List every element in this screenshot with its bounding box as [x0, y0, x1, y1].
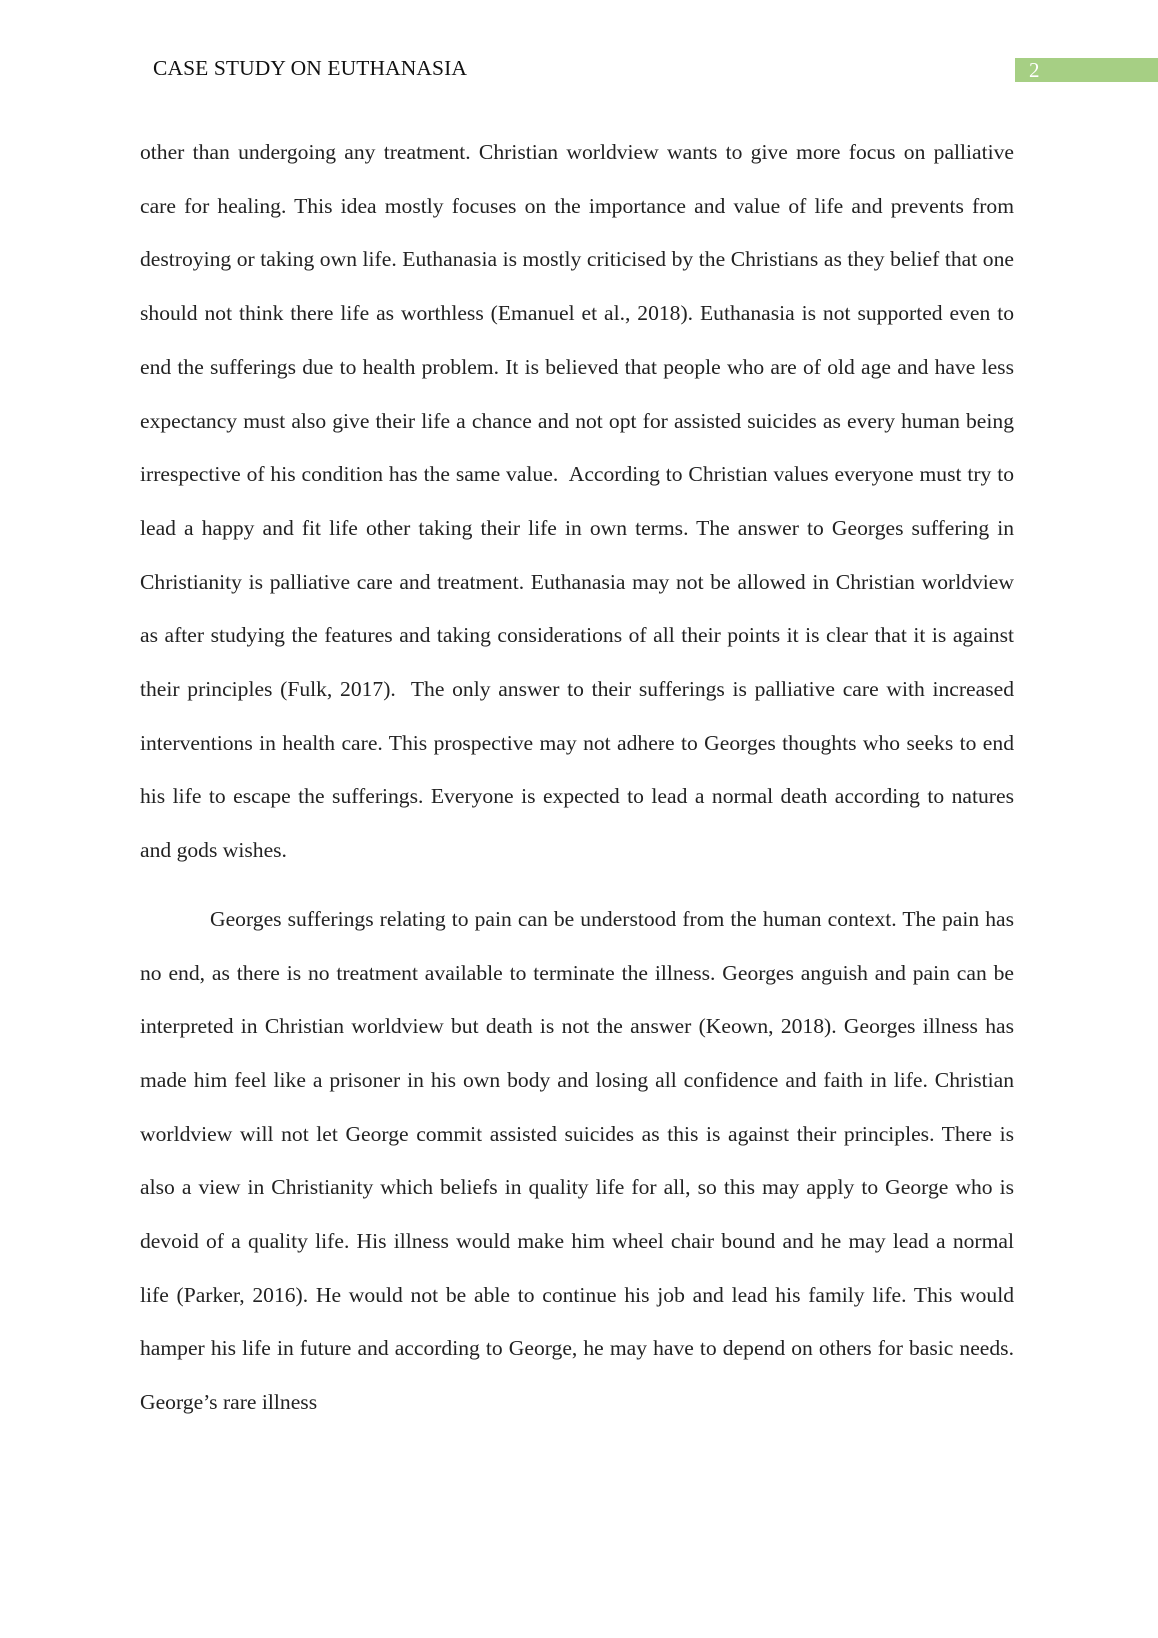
body-paragraph: Georges sufferings relating to pain can be understood from the human context. The pain has no end, as there is no treatment available to terminate the illness. Georges anguish and pain can be interpreted in Christian worldview but death is not the answer (Keown, 2018). Georges illness has made him feel like a prisoner in his own body and losing all confidence and faith in life. Christian worldview will not let George commit assisted suicides as this is against their principles. There is also a view in Christianity which beliefs in quality life for all, so this may apply to George who is devoid of a quality life. His illness would make him wheel chair bound and he may lead a normal life (Parker, 2016). He would not be able to continue his job and lead his family life. This would hamper his life in future and according to George, he may have to depend on others for basic needs. George’s rare illness — [140, 906, 1014, 1415]
page-number: 2 — [1029, 58, 1040, 82]
page-number-badge — [1015, 58, 1158, 82]
document-body — [140, 126, 1014, 1430]
running-header-title: CASE STUDY ON EUTHANASIA — [153, 56, 467, 80]
body-paragraph: other than undergoing any treatment. Christian worldview wants to give more focus on palliative care for healing. This idea mostly focuses on the importance and value of life and prevents from destroying or taking own life. Euthanasia is mostly criticised by the Christians as they belief that one should not think there life as worthless (Emanuel et al., 2018). Euthanasia is not supported even to end the sufferings due to health problem. It is believed that people who are of old age and have less expectancy must also give their life a chance and not opt for assisted suicides as every human being irrespective of his condition has the same value. According to Christian values everyone must try to lead a happy and fit life other taking their life in own terms. The answer to Georges suffering in Christianity is palliative care and treatment. Euthanasia may not be allowed in Christian worldview as after studying the features and taking considerations of all their points it is clear that it is against their principles (Fulk, 2017). The only answer to their sufferings is palliative care with increased interventions in health care. This prospective may not adhere to Georges thoughts who seeks to end his life to escape the sufferings. Everyone is expected to lead a normal death according to natures and gods wishes. — [140, 140, 1014, 863]
